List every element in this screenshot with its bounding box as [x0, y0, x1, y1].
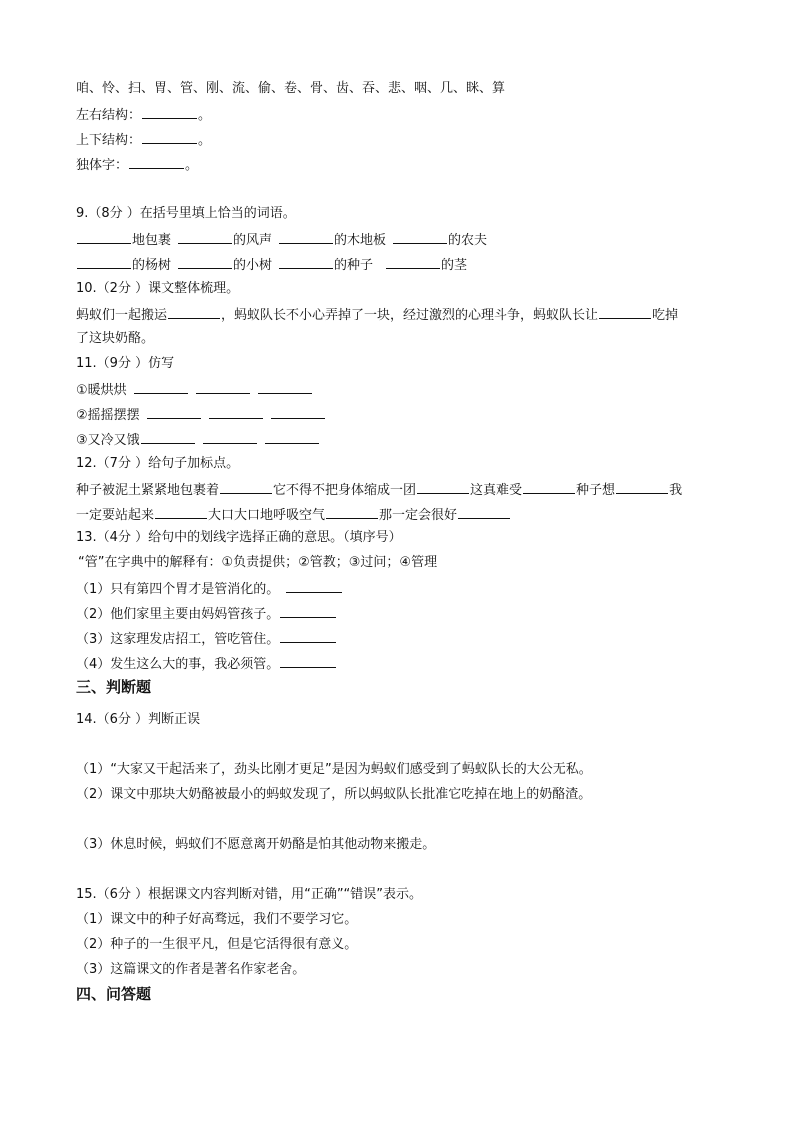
q15-item-1: （1）课文中的种子好高骛远，我们不要学习它。: [76, 912, 358, 927]
q14-item-3: （3）休息时候，蚂蚁们不愿意离开奶酪是怕其他动物来搬走。: [76, 837, 436, 852]
word-suffix: 的种子: [334, 258, 374, 273]
q12-title: 12.（7分 ）给句子加标点。: [76, 456, 240, 471]
answer-blank[interactable]: [142, 106, 197, 119]
answer-blank[interactable]: [616, 481, 668, 494]
q13-item-4: [76, 655, 337, 673]
q10-line-1: [76, 306, 678, 324]
text-segment: 我: [669, 483, 683, 498]
answer-blank[interactable]: [196, 381, 250, 394]
answer-blank[interactable]: [458, 506, 510, 519]
answer-blank[interactable]: [265, 431, 319, 444]
q13-item-2: [76, 605, 337, 623]
q12-line-1: [76, 481, 682, 499]
item-text: （2）他们家里主要由妈妈管孩子。: [76, 607, 280, 622]
answer-blank[interactable]: [417, 481, 469, 494]
answer-blank[interactable]: [77, 231, 131, 244]
answer-blank[interactable]: [279, 256, 333, 269]
answer-blank[interactable]: [393, 231, 447, 244]
q10-title: 10.（2分 ）课文整体梳理。: [76, 281, 240, 296]
answer-blank[interactable]: [280, 630, 336, 643]
answer-blank[interactable]: [142, 131, 197, 144]
q14-title: 14.（6分 ）判断正误: [76, 712, 201, 727]
word-suffix: 的杨树: [132, 258, 172, 273]
text-segment: 蚂蚁们一起搬运: [76, 308, 168, 323]
answer-blank[interactable]: [286, 580, 342, 593]
q15-title: 15.（6分 ）根据课文内容判断对错，用“正确”“错误”表示。: [76, 887, 423, 902]
q9-row-2: [76, 256, 467, 274]
answer-blank[interactable]: [155, 506, 207, 519]
word-suffix: 的小树: [233, 258, 273, 273]
item-label: ①暖烘烘: [76, 383, 127, 398]
q9-title: 9.（8分 ）在括号里填上恰当的词语。: [76, 206, 296, 221]
answer-blank[interactable]: [147, 406, 201, 419]
item-text: （4）发生这么大的事，我必须管。: [76, 657, 280, 672]
answer-blank[interactable]: [271, 406, 325, 419]
answer-blank[interactable]: [523, 481, 575, 494]
period: 。: [185, 158, 199, 173]
item-text: （1）只有第四个胃才是管消化的。: [76, 582, 280, 597]
answer-blank[interactable]: [77, 256, 131, 269]
item-label: ③又冷又饿: [76, 433, 140, 448]
answer-blank[interactable]: [280, 605, 336, 618]
word-suffix: 的木地板: [334, 233, 387, 248]
q11-item-3: [76, 431, 320, 449]
text-segment: 它不得不把身体缩成一团: [273, 483, 417, 498]
q15-item-2: （2）种子的一生很平凡，但是它活得很有意义。: [76, 937, 358, 952]
q14-item-1: （1）“大家又干起活来了，劲头比刚才更足”是因为蚂蚁们感受到了蚂蚁队长的大公无私。: [76, 762, 592, 777]
q12-line-2: [76, 506, 511, 524]
answer-blank[interactable]: [203, 431, 257, 444]
q11-item-2: [76, 406, 326, 424]
text-segment: 种子被泥土紧紧地包裹着: [76, 483, 220, 498]
structure-label: 左右结构：: [76, 108, 142, 123]
q11-title: 11.（9分 ）仿写: [76, 356, 175, 371]
answer-blank[interactable]: [220, 481, 272, 494]
q9-row-1: [76, 231, 487, 249]
answer-blank[interactable]: [178, 256, 232, 269]
q13-intro: “管”在字典中的解释有：①负责提供；②管教；③过问；④管理: [78, 555, 438, 570]
structure-label: 上下结构：: [76, 133, 142, 148]
word-suffix: 的风声: [233, 233, 273, 248]
char-list: 咱、怜、扫、胃、管、刚、流、偷、卷、骨、齿、吞、悲、咽、几、眯、算: [76, 81, 506, 96]
text-segment: ，蚂蚁队长不小心弄掉了一块，经过激烈的心理斗争，蚂蚁队长让: [221, 308, 599, 323]
q15-item-3: （3）这篇课文的作者是著名作家老舍。: [76, 962, 306, 977]
answer-blank[interactable]: [326, 506, 378, 519]
top-bottom-structure-row: [76, 131, 211, 149]
answer-blank[interactable]: [129, 156, 184, 169]
item-text: （3）这家理发店招工，管吃管住。: [76, 632, 280, 647]
answer-blank[interactable]: [386, 256, 440, 269]
text-segment: 种子想: [576, 483, 616, 498]
answer-blank[interactable]: [209, 406, 263, 419]
text-segment: 这真难受: [470, 483, 523, 498]
q10-line-2: 了这块奶酪。: [76, 331, 155, 346]
answer-blank[interactable]: [599, 306, 651, 319]
answer-blank[interactable]: [134, 381, 188, 394]
structure-label: 独体字：: [76, 158, 129, 173]
q11-item-1: [76, 381, 313, 399]
answer-blank[interactable]: [280, 655, 336, 668]
text-segment: 一定要站起来: [76, 508, 155, 523]
text-segment: 吃掉: [652, 308, 679, 323]
q13-item-1: [76, 580, 343, 598]
item-label: ②摇摇摆摆: [76, 408, 140, 423]
word-suffix: 地包裹: [132, 233, 172, 248]
period: 。: [198, 108, 212, 123]
left-right-structure-row: [76, 106, 211, 124]
text-segment: 那一定会很好: [379, 508, 458, 523]
answer-blank[interactable]: [168, 306, 220, 319]
answer-blank[interactable]: [178, 231, 232, 244]
answer-blank[interactable]: [258, 381, 312, 394]
answer-blank[interactable]: [141, 431, 195, 444]
period: 。: [198, 133, 212, 148]
answer-blank[interactable]: [279, 231, 333, 244]
section-4-heading: 四、问答题: [76, 985, 152, 1003]
q13-item-3: [76, 630, 337, 648]
section-3-heading: 三、判断题: [76, 678, 152, 696]
word-suffix: 的茎: [441, 258, 468, 273]
q13-title: 13.（4分 ）给句中的划线字选择正确的意思。（填序号）: [76, 530, 402, 545]
text-segment: 大口大口地呼吸空气: [208, 508, 326, 523]
q14-item-2: （2）课文中那块大奶酪被最小的蚂蚁发现了，所以蚂蚁队长批准它吃掉在地上的奶酪渣。: [76, 787, 592, 802]
word-suffix: 的农夫: [448, 233, 488, 248]
single-structure-row: [76, 156, 198, 174]
